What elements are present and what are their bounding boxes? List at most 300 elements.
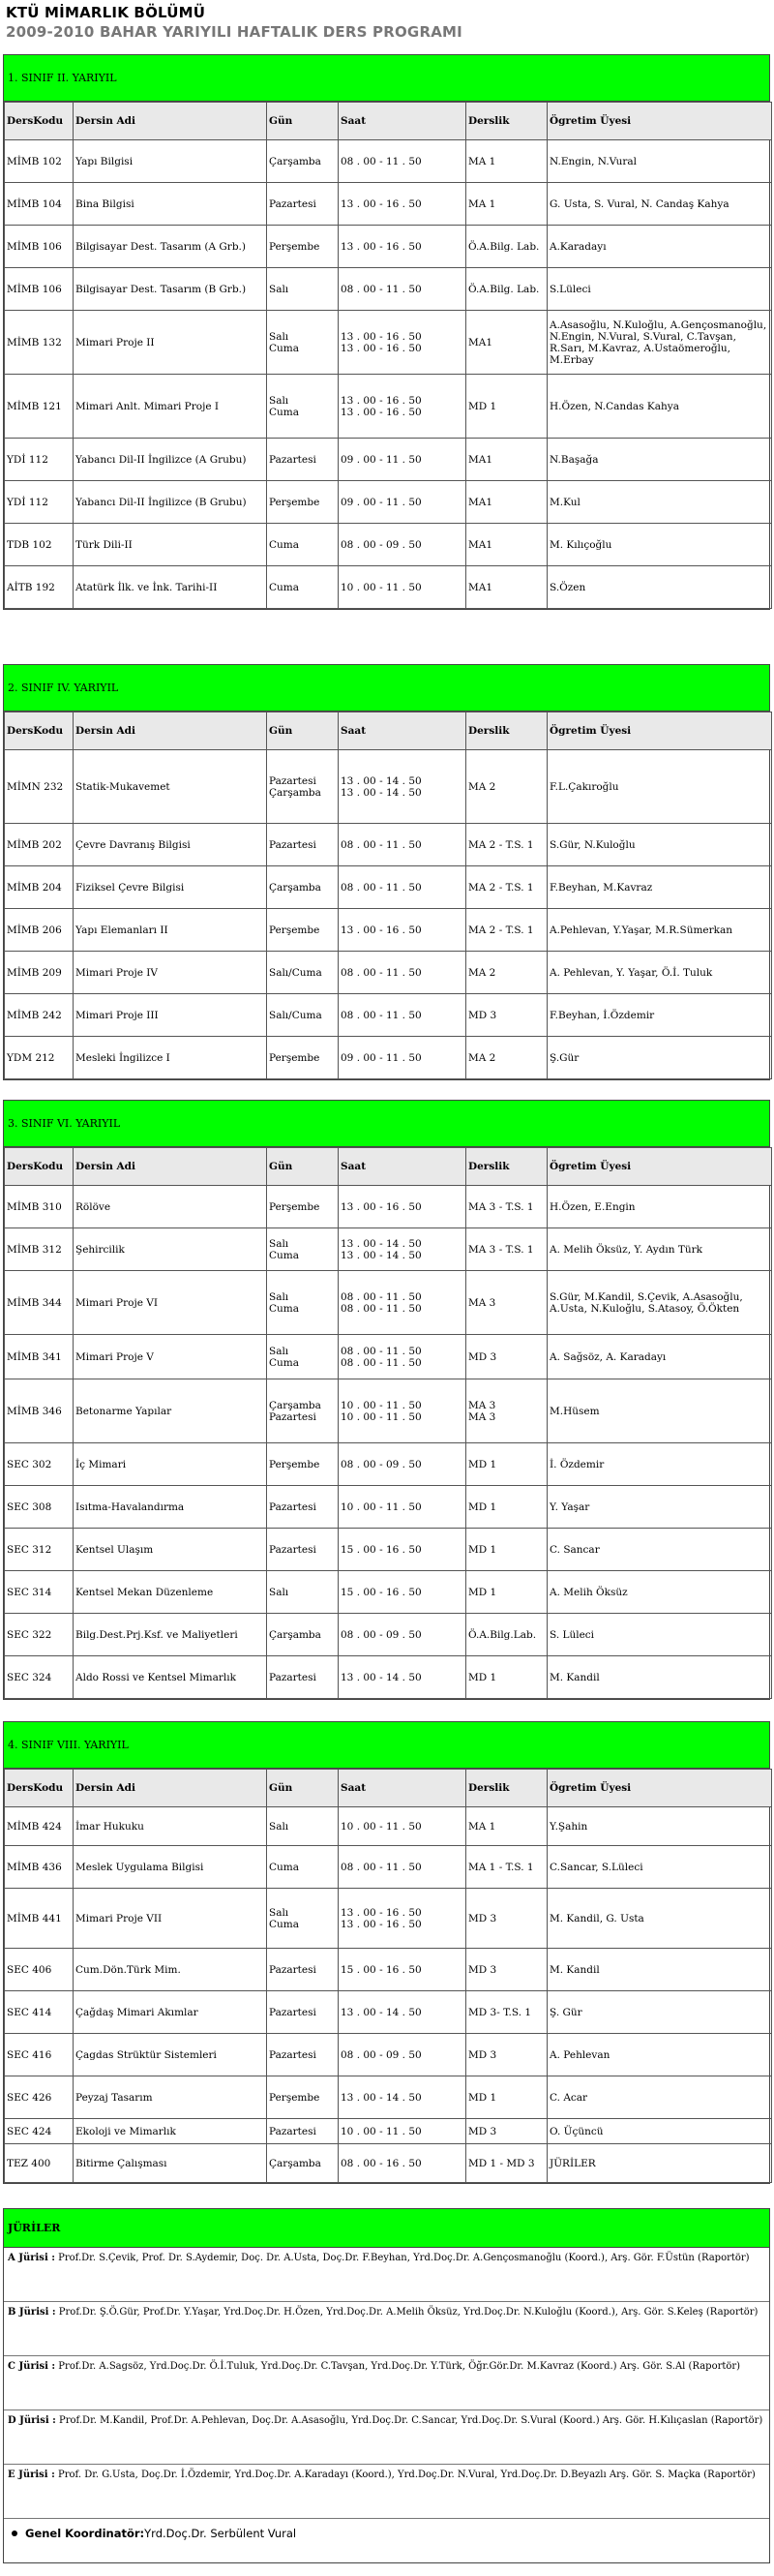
cell-room: MD 1 [466, 1486, 548, 1529]
cell-name: Mesleki İngilizce I [74, 1037, 267, 1079]
table-row [5, 952, 772, 994]
cell-day: Salı Cuma [267, 1228, 339, 1271]
cell-day: Perşembe [267, 909, 339, 952]
cell-code: SEC 314 [5, 1571, 74, 1614]
cell-time: 08 . 00 - 11 . 50 08 . 00 - 11 . 50 [339, 1271, 466, 1335]
coordinator-label: Genel Koordinatör: [25, 2527, 145, 2540]
cell-name: Çevre Davranış Bilgisi [74, 824, 267, 866]
cell-room: MA 2 [466, 750, 548, 824]
cell-code: YDM 212 [5, 1037, 74, 1079]
cell-code: SEC 312 [5, 1529, 74, 1571]
cell-room: MA 1 [466, 1807, 548, 1846]
cell-room: MA 3 - T.S. 1 [466, 1186, 548, 1228]
cell-teacher: A. Melih Öksüz [548, 1571, 772, 1614]
cell-teacher: M.Kul [548, 481, 772, 524]
cell-day: Cuma [267, 524, 339, 566]
cell-name: Bilgisayar Dest. Tasarım (B Grb.) [74, 268, 267, 311]
table-row [5, 994, 772, 1037]
cell-room: MA1 [466, 439, 548, 481]
cell-day: Salı Cuma [267, 311, 339, 375]
column-header: Derslik [466, 1148, 548, 1186]
cell-teacher: H.Özen, E.Engin [548, 1186, 772, 1228]
cell-name: Yapı Bilgisi [74, 140, 267, 183]
cell-teacher: G. Usta, S. Vural, N. Candaş Kahya [548, 183, 772, 226]
cell-room: MA 2 - T.S. 1 [466, 866, 548, 909]
cell-code: SEC 324 [5, 1656, 74, 1699]
table-row [5, 1991, 772, 2034]
column-header: Gün [267, 1148, 339, 1186]
cell-name: Kentsel Ulaşım [74, 1529, 267, 1571]
cell-teacher: N.Engin, N.Vural [548, 140, 772, 183]
cell-code: SEC 416 [5, 2034, 74, 2076]
cell-name: Mimari Proje VII [74, 1889, 267, 1949]
cell-day: Pazartesi [267, 2119, 339, 2144]
table-row [5, 1335, 772, 1379]
table-row [5, 268, 772, 311]
cell-teacher: F.Beyhan, M.Kavraz [548, 866, 772, 909]
schedule-table [4, 1769, 772, 2183]
cell-name: Bitirme Çalışması [74, 2144, 267, 2183]
column-header: DersKodu [5, 1148, 74, 1186]
cell-code: SEC 414 [5, 1991, 74, 2034]
cell-day: Perşembe [267, 1443, 339, 1486]
cell-time: 13 . 00 - 16 . 50 13 . 00 - 16 . 50 [339, 1889, 466, 1949]
cell-teacher: C. Acar [548, 2076, 772, 2119]
column-header: Saat [339, 1148, 466, 1186]
cell-day: Salı Cuma [267, 375, 339, 439]
cell-room: MD 1 [466, 375, 548, 439]
table-row [5, 1529, 772, 1571]
cell-day: Salı/Cuma [267, 952, 339, 994]
page-title: KTÜ MİMARLIK BÖLÜMÜ [6, 4, 206, 21]
page-subtitle: 2009-2010 BAHAR YARIYILI HAFTALIK DERS PROGRAMI [6, 23, 462, 41]
section-title: 1. SINIF II. YARIYIL [4, 55, 769, 102]
cell-code: MİMB 132 [5, 311, 74, 375]
cell-code: MİMB 104 [5, 183, 74, 226]
column-header: Ögretim Üyesi [548, 1770, 772, 1807]
cell-code: TEZ 400 [5, 2144, 74, 2183]
cell-teacher: A.Karadayı [548, 226, 772, 268]
cell-room: Ö.A.Bilg. Lab. [466, 268, 548, 311]
cell-name: Yapı Elemanları II [74, 909, 267, 952]
cell-teacher: Y. Yaşar [548, 1486, 772, 1529]
cell-time: 13 . 00 - 16 . 50 13 . 00 - 16 . 50 [339, 375, 466, 439]
cell-time: 08 . 00 - 09 . 50 [339, 524, 466, 566]
cell-time: 15 . 00 - 16 . 50 [339, 1571, 466, 1614]
table-row [5, 1228, 772, 1271]
schedule-section [3, 664, 770, 1080]
jury-label: A Jürisi : [8, 2253, 55, 2263]
cell-day: Çarşamba [267, 140, 339, 183]
jury-label: D Jürisi : [8, 2415, 56, 2426]
cell-day: Perşembe [267, 2076, 339, 2119]
cell-room: MA1 [466, 566, 548, 609]
cell-time: 08 . 00 - 11 . 50 [339, 994, 466, 1037]
column-header: Ögretim Üyesi [548, 103, 772, 140]
table-row [5, 1846, 772, 1889]
column-header: DersKodu [5, 1770, 74, 1807]
cell-teacher: S.Gür, N.Kuloğlu [548, 824, 772, 866]
cell-room: MA 2 [466, 952, 548, 994]
cell-day: Salı/Cuma [267, 994, 339, 1037]
table-row [5, 2144, 772, 2183]
table-row [5, 909, 772, 952]
cell-teacher: S. Lüleci [548, 1614, 772, 1656]
column-header: Gün [267, 1770, 339, 1807]
cell-day: Salı [267, 268, 339, 311]
cell-name: Atatürk İlk. ve İnk. Tarihi-II [74, 566, 267, 609]
schedule-table [4, 712, 772, 1079]
column-header: Derslik [466, 712, 548, 750]
cell-day: Perşembe [267, 1037, 339, 1079]
cell-code: MİMB 346 [5, 1379, 74, 1443]
cell-room: MD 3 [466, 1889, 548, 1949]
cell-time: 09 . 00 - 11 . 50 [339, 1037, 466, 1079]
cell-room: MD 3- T.S. 1 [466, 1991, 548, 2034]
cell-time: 15 . 00 - 16 . 50 [339, 1949, 466, 1991]
table-row [5, 866, 772, 909]
column-header: Ögretim Üyesi [548, 1148, 772, 1186]
table-row [5, 1949, 772, 1991]
cell-teacher: S.Lüleci [548, 268, 772, 311]
cell-room: MA1 [466, 481, 548, 524]
cell-name: İmar Hukuku [74, 1807, 267, 1846]
cell-room: MD 3 [466, 994, 548, 1037]
cell-day: Pazartesi [267, 439, 339, 481]
cell-teacher: C.Sancar, S.Lüleci [548, 1846, 772, 1889]
table-row [5, 375, 772, 439]
cell-name: Aldo Rossi ve Kentsel Mimarlık [74, 1656, 267, 1699]
table-row [5, 1443, 772, 1486]
cell-day: Salı Cuma [267, 1335, 339, 1379]
jury-item [4, 2248, 769, 2302]
cell-day: Pazartesi [267, 1529, 339, 1571]
column-header: Dersin Adi [74, 1770, 267, 1807]
cell-room: MA1 [466, 311, 548, 375]
cell-name: Statik-Mukavemet [74, 750, 267, 824]
table-row [5, 1379, 772, 1443]
table-row [5, 1571, 772, 1614]
table-header-row [5, 712, 772, 750]
cell-room: MD 3 [466, 1335, 548, 1379]
cell-name: Mimari Proje V [74, 1335, 267, 1379]
cell-time: 10 . 00 - 11 . 50 [339, 1486, 466, 1529]
cell-day: Perşembe [267, 226, 339, 268]
cell-day: Pazartesi [267, 824, 339, 866]
cell-code: MİMB 209 [5, 952, 74, 994]
table-header-row [5, 103, 772, 140]
cell-time: 13 . 00 - 14 . 50 13 . 00 - 14 . 50 [339, 1228, 466, 1271]
jury-item [4, 2302, 769, 2356]
table-header-row [5, 1770, 772, 1807]
jury-label: B Jürisi : [8, 2307, 56, 2318]
cell-time: 10 . 00 - 11 . 50 [339, 2119, 466, 2144]
cell-code: SEC 424 [5, 2119, 74, 2144]
cell-code: MİMB 312 [5, 1228, 74, 1271]
cell-room: MD 3 [466, 1949, 548, 1991]
cell-teacher: M. Kandil, G. Usta [548, 1889, 772, 1949]
table-row [5, 2034, 772, 2076]
schedule-section [3, 1721, 770, 2184]
cell-room: MA 2 [466, 1037, 548, 1079]
cell-time: 13 . 00 - 16 . 50 13 . 00 - 16 . 50 [339, 311, 466, 375]
table-row [5, 2119, 772, 2144]
jury-label: E Jürisi : [8, 2470, 55, 2480]
cell-name: Mimari Anlt. Mimari Proje I [74, 375, 267, 439]
cell-room: MD 1 [466, 1443, 548, 1486]
cell-room: MD 1 [466, 1656, 548, 1699]
cell-time: 13 . 00 - 14 . 50 [339, 1656, 466, 1699]
cell-code: MİMB 121 [5, 375, 74, 439]
cell-code: SEC 406 [5, 1949, 74, 1991]
table-row [5, 524, 772, 566]
table-row [5, 311, 772, 375]
schedule-table [4, 1147, 772, 1699]
section-title: 4. SINIF VIII. YARIYIL [4, 1722, 769, 1769]
cell-time: 13 . 00 - 16 . 50 [339, 1186, 466, 1228]
cell-name: Çağdaş Mimari Akımlar [74, 1991, 267, 2034]
cell-time: 08 . 00 - 11 . 50 [339, 824, 466, 866]
cell-teacher: Ş.Gür [548, 1037, 772, 1079]
cell-day: Pazartesi [267, 1949, 339, 1991]
cell-name: Betonarme Yapılar [74, 1379, 267, 1443]
cell-day: Salı [267, 1571, 339, 1614]
table-row [5, 1807, 772, 1846]
cell-code: TDB 102 [5, 524, 74, 566]
table-row [5, 439, 772, 481]
cell-time: 08 . 00 - 11 . 50 [339, 866, 466, 909]
cell-teacher: Y.Şahin [548, 1807, 772, 1846]
cell-time: 10 . 00 - 11 . 50 [339, 566, 466, 609]
cell-code: MİMB 341 [5, 1335, 74, 1379]
table-row [5, 183, 772, 226]
cell-room: MA 1 - T.S. 1 [466, 1846, 548, 1889]
jury-item [4, 2465, 769, 2519]
cell-code: MİMB 441 [5, 1889, 74, 1949]
table-row [5, 1271, 772, 1335]
juries-section [3, 2208, 770, 2563]
table-row [5, 824, 772, 866]
table-row [5, 1614, 772, 1656]
column-header: Gün [267, 103, 339, 140]
cell-name: Meslek Uygulama Bilgisi [74, 1846, 267, 1889]
cell-time: 10 . 00 - 11 . 50 10 . 00 - 11 . 50 [339, 1379, 466, 1443]
column-header: Ögretim Üyesi [548, 712, 772, 750]
cell-code: YDİ 112 [5, 439, 74, 481]
cell-time: 13 . 00 - 16 . 50 [339, 909, 466, 952]
cell-day: Pazartesi Çarşamba [267, 750, 339, 824]
table-row [5, 1656, 772, 1699]
cell-room: Ö.A.Bilg. Lab. [466, 226, 548, 268]
cell-time: 13 . 00 - 16 . 50 [339, 183, 466, 226]
jury-item [4, 2410, 769, 2465]
cell-name: Mimari Proje VI [74, 1271, 267, 1335]
cell-code: SEC 322 [5, 1614, 74, 1656]
cell-day: Salı Cuma [267, 1889, 339, 1949]
cell-time: 09 . 00 - 11 . 50 [339, 439, 466, 481]
cell-code: MİMB 344 [5, 1271, 74, 1335]
cell-room: MA 1 [466, 140, 548, 183]
cell-room: MA 3 [466, 1271, 548, 1335]
table-row [5, 1889, 772, 1949]
cell-code: YDİ 112 [5, 481, 74, 524]
cell-code: MİMB 202 [5, 824, 74, 866]
cell-teacher: S.Özen [548, 566, 772, 609]
cell-day: Salı [267, 1807, 339, 1846]
cell-room: MD 3 [466, 2034, 548, 2076]
cell-time: 13 . 00 - 14 . 50 [339, 2076, 466, 2119]
cell-day: Pazartesi [267, 1991, 339, 2034]
cell-teacher: JÜRİLER [548, 2144, 772, 2183]
cell-code: MİMN 232 [5, 750, 74, 824]
cell-name: Isıtma-Havalandırma [74, 1486, 267, 1529]
section-title: 3. SINIF VI. YARIYIL [4, 1101, 769, 1147]
cell-day: Çarşamba [267, 866, 339, 909]
table-row [5, 2076, 772, 2119]
column-header: Gün [267, 712, 339, 750]
cell-day: Pazartesi [267, 1656, 339, 1699]
cell-day: Pazartesi [267, 2034, 339, 2076]
cell-name: Yabancı Dil-II İngilizce (A Grubu) [74, 439, 267, 481]
cell-teacher: A.Pehlevan, Y.Yaşar, M.R.Sümerkan [548, 909, 772, 952]
cell-code: MİMB 242 [5, 994, 74, 1037]
table-row [5, 1037, 772, 1079]
table-row [5, 1186, 772, 1228]
column-header: Saat [339, 1770, 466, 1807]
table-header-row [5, 1148, 772, 1186]
jury-members: Prof. Dr. G.Usta, Doç.Dr. İ.Özdemir, Yrd.Doç.Dr. A.Karadayı (Koord.), Yrd.Doç.Dr. N.Vural, Yrd.Doç.Dr. D.Beyazlı Arş. Gör. S. Maçka (Raportör) [54, 2470, 756, 2480]
cell-day: Perşembe [267, 481, 339, 524]
cell-teacher: N.Başağa [548, 439, 772, 481]
cell-name: Bilg.Dest.Prj.Ksf. ve Maliyetleri [74, 1614, 267, 1656]
column-header: Saat [339, 712, 466, 750]
cell-code: MİMB 206 [5, 909, 74, 952]
cell-teacher: H.Özen, N.Candas Kahya [548, 375, 772, 439]
cell-name: Mimari Proje IV [74, 952, 267, 994]
cell-room: MD 3 [466, 2119, 548, 2144]
cell-teacher: S.Gür, M.Kandil, S.Çevik, A.Asasoğlu, A.Usta, N.Kuloğlu, S.Atasoy, Ö.Ökten [548, 1271, 772, 1335]
cell-teacher: İ. Özdemir [548, 1443, 772, 1486]
cell-code: SEC 308 [5, 1486, 74, 1529]
cell-time: 08 . 00 - 11 . 50 08 . 00 - 11 . 50 [339, 1335, 466, 1379]
cell-day: Salı Cuma [267, 1271, 339, 1335]
cell-time: 15 . 00 - 16 . 50 [339, 1529, 466, 1571]
cell-room: MA1 [466, 524, 548, 566]
cell-time: 08 . 00 - 11 . 50 [339, 140, 466, 183]
cell-code: MİMB 106 [5, 268, 74, 311]
cell-name: Mimari Proje III [74, 994, 267, 1037]
column-header: Dersin Adi [74, 1148, 267, 1186]
cell-time: 08 . 00 - 09 . 50 [339, 2034, 466, 2076]
cell-teacher: C. Sancar [548, 1529, 772, 1571]
table-row [5, 750, 772, 824]
coordinator-name: Yrd.Doç.Dr. Serbülent Vural [144, 2527, 297, 2540]
cell-day: Çarşamba [267, 1614, 339, 1656]
cell-teacher: A.Asasoğlu, N.Kuloğlu, A.Gençosmanoğlu, N.Engin, N.Vural, S.Vural, C.Tavşan, R.Sarı, M.Kavraz, A.Ustaömeroğlu, M.Erbay [548, 311, 772, 375]
cell-time: 13 . 00 - 14 . 50 13 . 00 - 14 . 50 [339, 750, 466, 824]
column-header: Derslik [466, 103, 548, 140]
cell-name: Bina Bilgisi [74, 183, 267, 226]
cell-teacher: A. Pehlevan [548, 2034, 772, 2076]
cell-day: Pazartesi [267, 183, 339, 226]
bullet-icon [12, 2531, 17, 2536]
cell-time: 08 . 00 - 09 . 50 [339, 1614, 466, 1656]
column-header: Dersin Adi [74, 103, 267, 140]
jury-label: C Jürisi : [8, 2361, 56, 2372]
cell-code: AİTB 192 [5, 566, 74, 609]
cell-teacher: A. Sağsöz, A. Karadayı [548, 1335, 772, 1379]
cell-day: Çarşamba Pazartesi [267, 1379, 339, 1443]
cell-room: Ö.A.Bilg.Lab. [466, 1614, 548, 1656]
cell-name: Bilgisayar Dest. Tasarım (A Grb.) [74, 226, 267, 268]
section-title: 2. SINIF IV. YARIYIL [4, 665, 769, 712]
general-coordinator [4, 2519, 769, 2548]
cell-teacher: Ş. Gür [548, 1991, 772, 2034]
cell-time: 09 . 00 - 11 . 50 [339, 481, 466, 524]
cell-room: MA 2 - T.S. 1 [466, 909, 548, 952]
cell-teacher: M. Kandil [548, 1949, 772, 1991]
cell-room: MA 1 [466, 183, 548, 226]
cell-time: 08 . 00 - 11 . 50 [339, 952, 466, 994]
table-row [5, 1486, 772, 1529]
table-row [5, 140, 772, 183]
table-row [5, 566, 772, 609]
cell-name: Kentsel Mekan Düzenleme [74, 1571, 267, 1614]
cell-name: Mimari Proje II [74, 311, 267, 375]
cell-name: Rölöve [74, 1186, 267, 1228]
cell-code: MİMB 424 [5, 1807, 74, 1846]
schedule-table [4, 102, 772, 609]
cell-teacher: F.L.Çakıroğlu [548, 750, 772, 824]
cell-code: MİMB 204 [5, 866, 74, 909]
cell-time: 13 . 00 - 14 . 50 [339, 1991, 466, 2034]
cell-time: 08 . 00 - 11 . 50 [339, 1846, 466, 1889]
column-header: Saat [339, 103, 466, 140]
cell-code: MİMB 436 [5, 1846, 74, 1889]
cell-room: MA 3 - T.S. 1 [466, 1228, 548, 1271]
cell-time: 08 . 00 - 11 . 50 [339, 268, 466, 311]
cell-name: Yabancı Dil-II İngilizce (B Grubu) [74, 481, 267, 524]
column-header: DersKodu [5, 712, 74, 750]
cell-room: MA 3 MA 3 [466, 1379, 548, 1443]
cell-day: Perşembe [267, 1186, 339, 1228]
cell-code: MİMB 102 [5, 140, 74, 183]
cell-time: 13 . 00 - 16 . 50 [339, 226, 466, 268]
jury-members: Prof.Dr. A.Sagsöz, Yrd.Doç.Dr. Ö.İ.Tuluk, Yrd.Doç.Dr. C.Tavşan, Yrd.Doç.Dr. Y.Türk, Öğr.Gör.Dr. M.Kavraz (Koord.) Arş. Gör. S.Al (Raportör) [55, 2361, 741, 2372]
cell-room: MA 2 - T.S. 1 [466, 824, 548, 866]
cell-room: MD 1 [466, 2076, 548, 2119]
cell-room: MD 1 [466, 1529, 548, 1571]
cell-name: İç Mimari [74, 1443, 267, 1486]
cell-time: 10 . 00 - 11 . 50 [339, 1807, 466, 1846]
cell-time: 08 . 00 - 16 . 50 [339, 2144, 466, 2183]
cell-day: Cuma [267, 566, 339, 609]
cell-name: Peyzaj Tasarım [74, 2076, 267, 2119]
cell-room: MD 1 [466, 1571, 548, 1614]
cell-teacher: M. Kandil [548, 1656, 772, 1699]
cell-teacher: M.Hüsem [548, 1379, 772, 1443]
juries-title: JÜRİLER [4, 2209, 769, 2248]
schedule-section [3, 1100, 770, 1700]
cell-name: Fiziksel Çevre Bilgisi [74, 866, 267, 909]
cell-name: Şehircilik [74, 1228, 267, 1271]
cell-code: MİMB 310 [5, 1186, 74, 1228]
cell-time: 08 . 00 - 09 . 50 [339, 1443, 466, 1486]
cell-name: Ekoloji ve Mimarlık [74, 2119, 267, 2144]
table-row [5, 481, 772, 524]
jury-members: Prof.Dr. M.Kandil, Prof.Dr. A.Pehlevan, Doç.Dr. A.Asasoğlu, Yrd.Doç.Dr. C.Sancar, Yrd.Doç.Dr. S.Vural (Koord.) Arş. Gör. H.Kılıçaslan (Raportör) [55, 2415, 763, 2426]
column-header: Derslik [466, 1770, 548, 1807]
